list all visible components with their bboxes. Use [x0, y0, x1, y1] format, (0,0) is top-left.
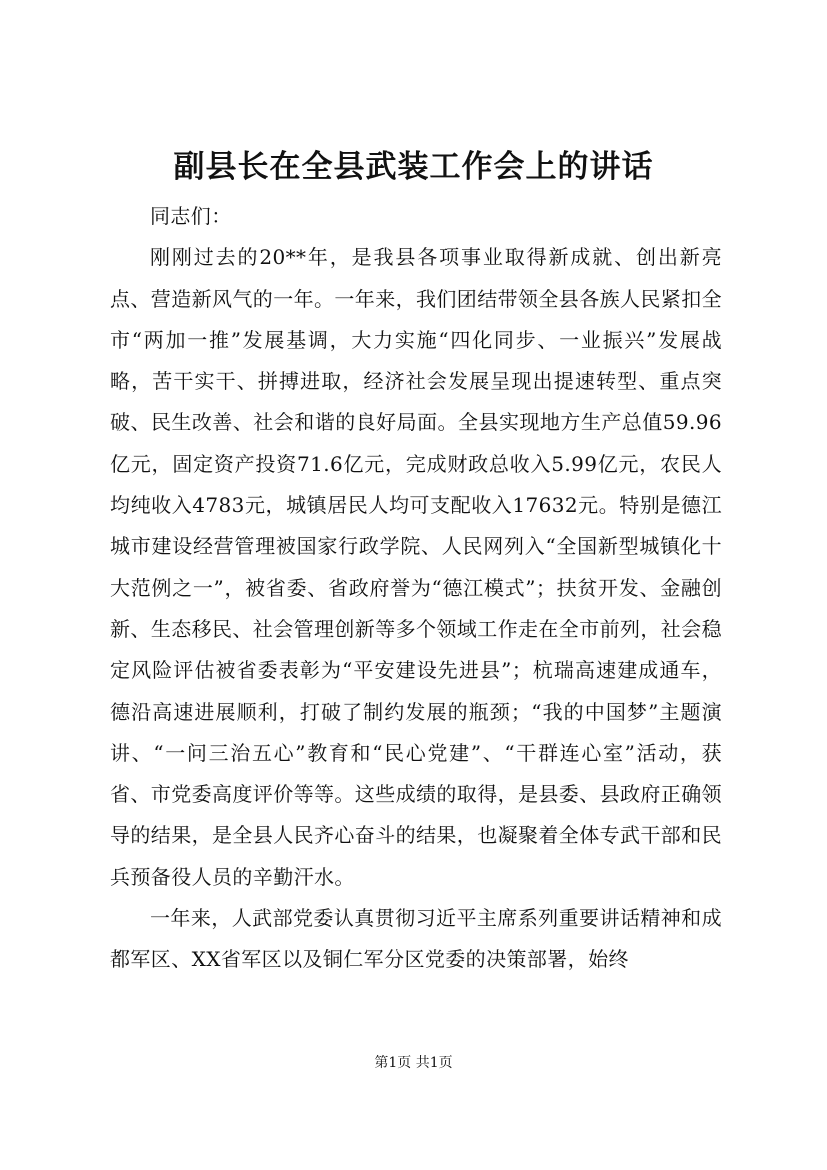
salutation: 同志们：: [150, 204, 232, 228]
document-body: [110, 196, 722, 981]
paragraph-2: 一年来，人武部党委认真贯彻习近平主席系列重要讲话精神和成都军区、XX省军区以及铜仁军分区党委的决策部署，始终: [110, 906, 722, 972]
document-title: 副县长在全县武装工作会上的讲话: [173, 149, 654, 185]
page-footer: 第1页 共1页: [374, 1055, 453, 1071]
paragraph-1: 刚刚过去的20**年，是我县各项事业取得新成就、创出新亮点、营造新风气的一年。一年来，我们团结带领全县各族人民紧扣全市“两加一推”发展基调，大力实施“四化同步、一业振兴”发展战略，苦干实干、拼搏进取，经济社会发展呈现出提速转型、重点突破、民生改善、社会和谐的良好局面。全县实现地方生产总值59.96亿元，固定资产投资71.6亿元，完成财政总收入5.99亿元，农民人均纯收入4783元，城镇居民人均可支配收入17632元。特别是德江城市建设经营管理被国家行政学院、人民网列入“全国新型城镇化十大范例之一”，被省委、省政府誉为“德江模式”；扶贫开发、金融创新、生态移民、社会管理创新等多个领域工作走在全市前列，社会稳定风险评估被省委表彰为“平安建设先进县”；杭瑞高速建成通车，德沿高速进展顺利，打破了制约发展的瓶颈；“我的中国梦”主题演讲、“一问三治五心”教育和“民心党建”、“干群连心室”活动，获省、市党委高度评价等等。这些成绩的取得，是县委、县政府正确领导的结果，是全县人民齐心奋斗的结果，也凝聚着全体专武干部和民兵预备役人员的辛勤汗水。: [110, 245, 722, 889]
